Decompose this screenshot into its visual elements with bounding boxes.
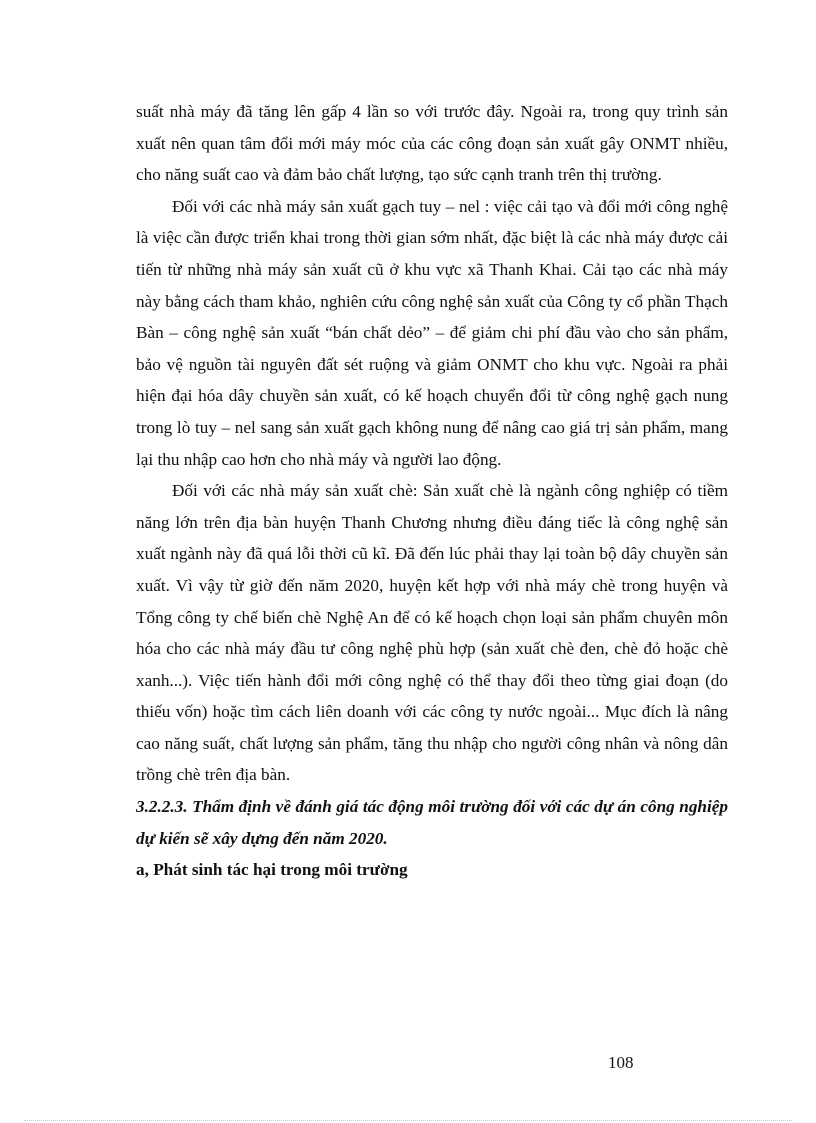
- paragraph-continuation: suất nhà máy đã tăng lên gấp 4 lần so với trước đây. Ngoài ra, trong quy trình sản xuất nên quan tâm đổi mới máy móc của các công đoạn sản xuất gây ONMT nhiều, cho năng suất cao và đảm bảo chất lượng, tạo sức cạnh tranh trên thị trường.: [136, 102, 728, 185]
- paragraph-brick-factories: Đối với các nhà máy sản xuất gạch tuy – nel : việc cải tạo và đổi mới công nghệ là việc cần được triển khai trong thời gian sớm nhất, đặc biệt là các nhà máy được cải tiến từ những nhà máy sản xuất cũ ở khu vực xã Thanh Khai. Cải tạo các nhà máy này bằng cách tham khảo, nghiên cứu công nghệ sản xuất của Công ty cổ phần Thạch Bàn – công nghệ sản xuất “bán chất dẻo” – để giảm chi phí đầu vào cho sản phẩm, bảo vệ nguồn tài nguyên đất sét ruộng và giảm ONMT cho khu vực. Ngoài ra phải hiện đại hóa dây chuyền sản xuất, có kế hoạch chuyển đổi từ công nghệ gạch nung trong lò tuy – nel sang sản xuất gạch không nung để nâng cao giá trị sản phẩm, mang lại thu nhập cao hơn cho nhà máy và người lao động.: [136, 196, 728, 469]
- paragraph-tea-factories: Đối với các nhà máy sản xuất chè: Sản xuất chè là ngành công nghiệp có tiềm năng lớn trên địa bàn huyện Thanh Chương nhưng điều đáng tiếc là công nghệ sản xuất ngành này đã quá lỗi thời cũ kĩ. Đã đến lúc phải thay lại toàn bộ dây chuyền sản xuất. Vì vậy từ giờ đến năm 2020, huyện kết hợp với nhà máy chè trong huyện và Tổng công ty chế biến chè Nghệ An để có kế hoạch chọn loại sản phẩm chuyên môn hóa cho các nhà máy đầu tư công nghệ phù hợp (sản xuất chè đen, chè đỏ hoặc chè xanh...). Việc tiến hành đổi mới công nghệ có thể thay đổi theo từng giai đoạn (do thiếu vốn) hoặc tìm cách liên doanh với các công ty nước ngoài... Mục đích là nâng cao năng suất, chất lượng sản phẩm, tăng thu nhập cho người công nhân và nông dân trồng chè trên địa bàn.: [136, 481, 728, 785]
- subheading: a, Phát sinh tác hại trong môi trường: [136, 860, 408, 880]
- page-bottom-divider: [24, 1120, 792, 1121]
- section-heading: 3.2.2.3. Thẩm định về đánh giá tác động môi trường đối với các dự án công nghiệp dự kiến sẽ xây dựng đến năm 2020.: [136, 797, 728, 848]
- page-body: [136, 96, 728, 886]
- page-number: 108: [608, 1053, 634, 1072]
